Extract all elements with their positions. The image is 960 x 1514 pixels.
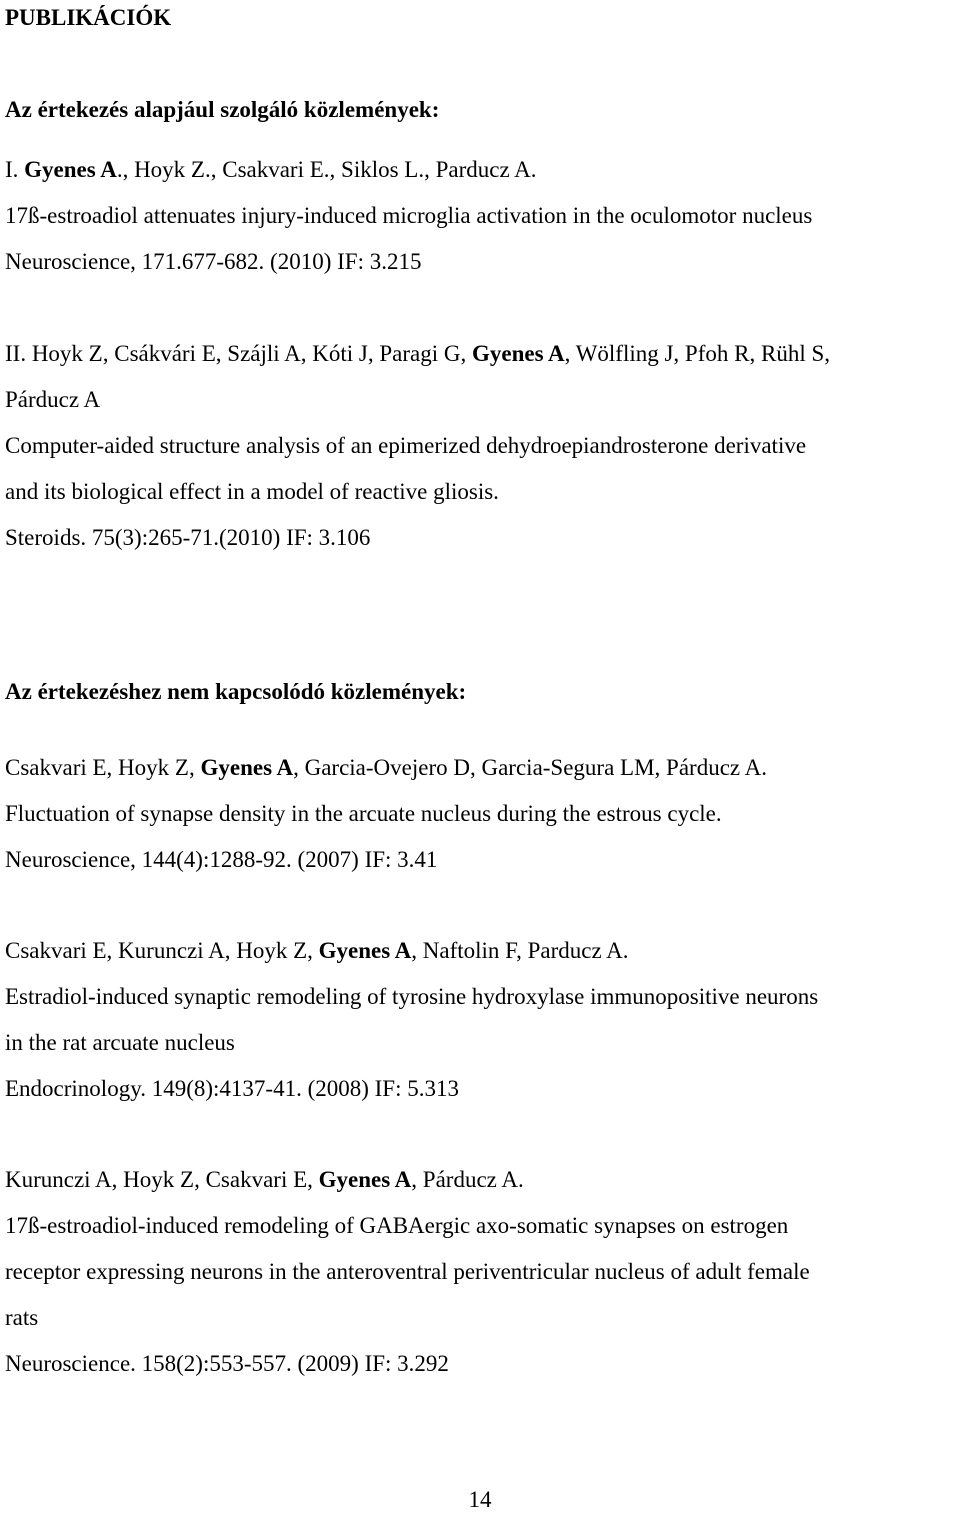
authors-pre: Kurunczi A, Hoyk Z, Csakvari E, <box>5 1167 319 1192</box>
highlighted-author: Gyenes A <box>24 157 117 182</box>
publication-2-authors-cont: Párducz A <box>5 387 101 412</box>
publication-3-title: Fluctuation of synapse density in the arcuate nucleus during the estrous cycle. <box>5 801 722 826</box>
publication-5-title-line-1: 17ß-estroadiol-induced remodeling of GABAergic axo-somatic synapses on estrogen <box>5 1213 789 1238</box>
authors-rest: ., Hoyk Z., Csakvari E., Siklos L., Parducz A. <box>116 157 537 182</box>
publication-5-title-line-3: rats <box>5 1305 39 1330</box>
authors-post: , Wölfling J, Pfoh R, Rühl S, <box>564 341 830 366</box>
publication-4-authors <box>5 937 629 965</box>
publication-5-title-line-2: receptor expressing neurons in the anteroventral periventricular nucleus of adult female <box>5 1259 810 1284</box>
page-title: PUBLIKÁCIÓK <box>5 5 172 30</box>
page-number: 14 <box>468 1487 492 1512</box>
publication-number: I. <box>5 157 25 182</box>
highlighted-author: Gyenes A <box>471 341 565 366</box>
authors-pre: II. Hoyk Z, Csákvári E, Szájli A, Kóti J, Paragi G, <box>5 341 472 366</box>
publication-1-authors <box>5 156 537 184</box>
publication-2-title-line-1: Computer-aided structure analysis of an epimerized dehydroepiandrosterone derivative <box>5 433 807 458</box>
publication-5-citation: Neuroscience. 158(2):553-557. (2009) IF: 3.292 <box>5 1351 449 1376</box>
section-heading-related: Az értekezés alapjául szolgáló közlemények: <box>5 97 440 122</box>
publication-5-authors <box>5 1166 524 1194</box>
highlighted-author: Gyenes A <box>318 1167 412 1192</box>
authors-post: , Naftolin F, Parducz A. <box>411 938 629 963</box>
publication-2-authors <box>5 340 830 368</box>
publication-2-citation: Steroids. 75(3):265-71.(2010) IF: 3.106 <box>5 525 371 550</box>
authors-post: , Párducz A. <box>411 1167 524 1192</box>
publication-2-title-line-2: and its biological effect in a model of reactive gliosis. <box>5 479 499 504</box>
highlighted-author: Gyenes A <box>318 938 412 963</box>
publication-3-authors <box>5 754 767 782</box>
authors-post: , Garcia-Ovejero D, Garcia-Segura LM, Párducz A. <box>293 755 767 780</box>
publication-4-citation: Endocrinology. 149(8):4137-41. (2008) IF: 5.313 <box>5 1076 459 1101</box>
highlighted-author: Gyenes A <box>200 755 294 780</box>
publication-4-title-line-1: Estradiol-induced synaptic remodeling of tyrosine hydroxylase immunopositive neurons <box>5 984 819 1009</box>
authors-pre: Csakvari E, Hoyk Z, <box>5 755 201 780</box>
publication-1-citation: Neuroscience, 171.677-682. (2010) IF: 3.215 <box>5 249 422 274</box>
publication-4-title-line-2: in the rat arcuate nucleus <box>5 1030 235 1055</box>
authors-pre: Csakvari E, Kurunczi A, Hoyk Z, <box>5 938 319 963</box>
section-heading-unrelated: Az értekezéshez nem kapcsolódó közlemények: <box>5 679 467 704</box>
publication-1-title: 17ß-estroadiol attenuates injury-induced microglia activation in the oculomotor nucleus <box>5 203 813 228</box>
publication-3-citation: Neuroscience, 144(4):1288-92. (2007) IF: 3.41 <box>5 847 438 872</box>
